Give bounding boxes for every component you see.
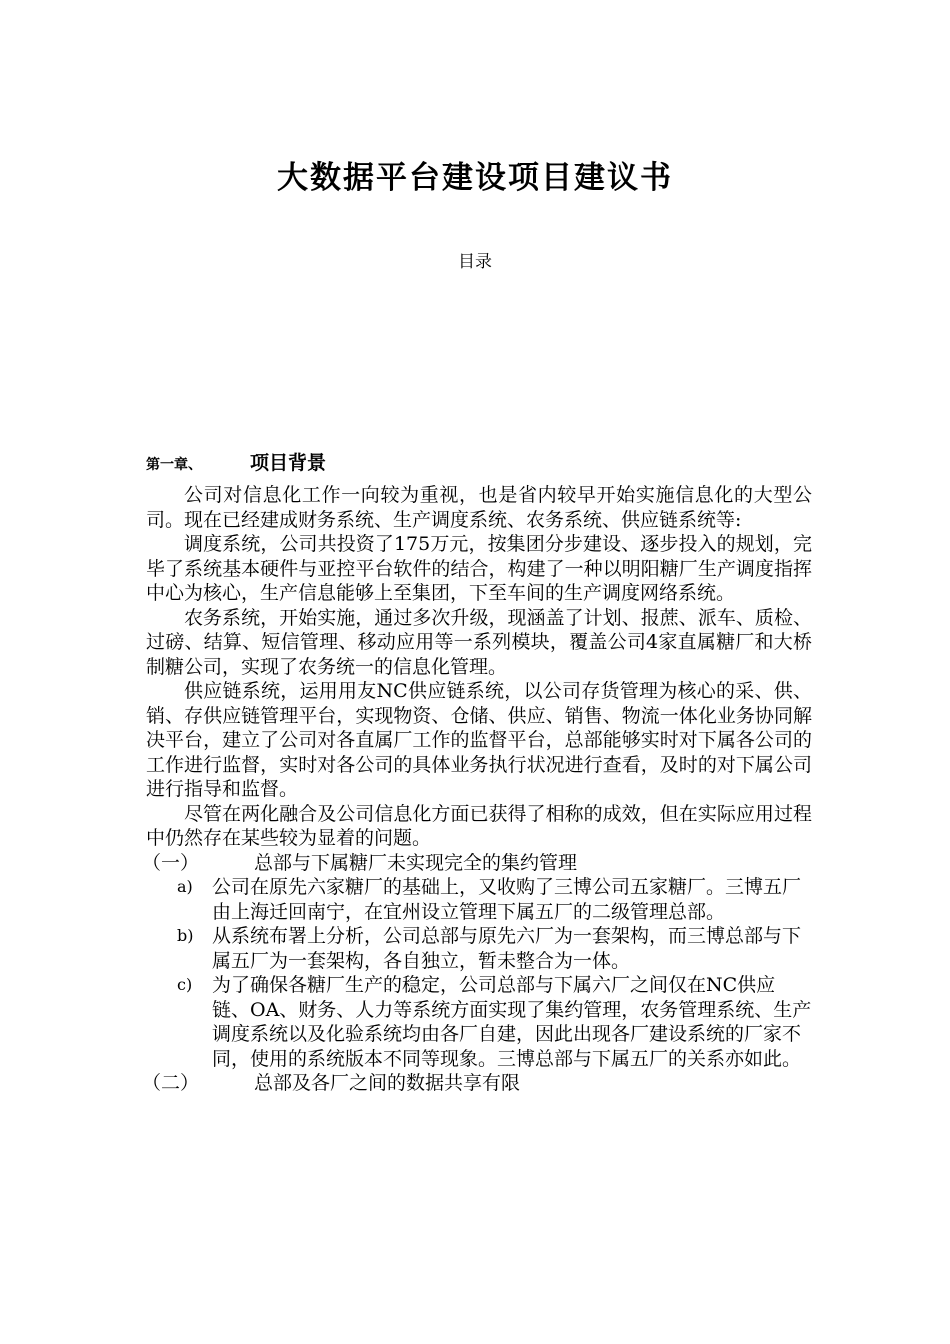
document-title: 大数据平台建设项目建议书 [277,160,673,196]
chapter-number: 第一章、 [146,457,202,473]
document-body [142,483,812,1096]
list-item [146,973,812,1071]
list-item [146,875,812,924]
list-item-text: 公司在原先六家糖厂的基础上，又收购了三博公司五家糖厂。三博五厂由上海迁回南宁，在宜州设立管理下属五厂的二级管理总部。 [212,876,802,923]
paragraph: 公司对信息化工作一向较为重视，也是省内较早开始实施信息化的大型公司。现在已经建成财务系统、生产调度系统、农务系统、供应链系统等: [146,484,812,531]
chapter-name: 项目背景 [250,452,327,474]
toc-label: 目录 [458,252,492,272]
section-heading [142,851,812,876]
list-item-text: 为了确保各糖厂生产的稳定，公司总部与下属六厂之间仅在NC供应链、OA、财务、人力等系统方面实现了集约管理，农务管理系统、生产调度系统以及化验系统均由各厂自建，因此出现各厂建设系统的厂家不同，使用的系统版本不同等现象。三博总部与下属五厂的关系亦如此。 [212,974,812,1070]
section-mark: （一） [142,851,200,874]
section-title: 总部与下属糖厂未实现完全的集约管理 [254,851,578,874]
paragraph: 农务系统，开始实施，通过多次升级，现涵盖了计划、报蔗、派车、质检、过磅、结算、短信管理、移动应用等一系列模块，覆盖公司4家直属糖厂和大桥制糖公司，实现了农务统一的信息化管理。 [146,606,812,678]
paragraph: 调度系统，公司共投资了175万元，按集团分步建设、逐步投入的规划，完毕了系统基本硬件与亚控平台软件的结合，构建了一种以明阳糖厂生产调度指挥中心为核心，生产信息能够上至集团，下至车间的生产调度网络系统。 [146,533,812,604]
section-heading [142,1071,812,1096]
list-item-text: 从系统布署上分析，公司总部与原先六厂为一套架构，而三博总部与下属五厂为一套架构，各自独立，暂未整合为一体。 [212,925,802,972]
list-item [146,924,812,973]
section-mark: （二） [142,1072,200,1094]
list-marker: b) [177,926,194,945]
paragraph: 供应链系统，运用用友NC供应链系统，以公司存货管理为核心的采、供、销、存供应链管理平台，实现物资、仓储、供应、销售、物流一体化业务协同解决平台，建立了公司对各直属厂工作的监督平台，总部能够实时对下属各公司的工作进行监督，实时对各公司的具体业务执行状况进行查看，及时的对下属公司进行指导和监督。 [146,680,812,800]
chapter-heading [146,448,826,475]
paragraph: 尽管在两化融合及公司信息化方面已获得了相称的成效，但在实际应用过程中仍然存在某些较为显着的问题。 [146,802,812,849]
list-marker: c) [177,975,193,994]
section-title: 总部及各厂之间的数据共享有限 [254,1072,521,1094]
list-marker: a) [177,877,193,896]
